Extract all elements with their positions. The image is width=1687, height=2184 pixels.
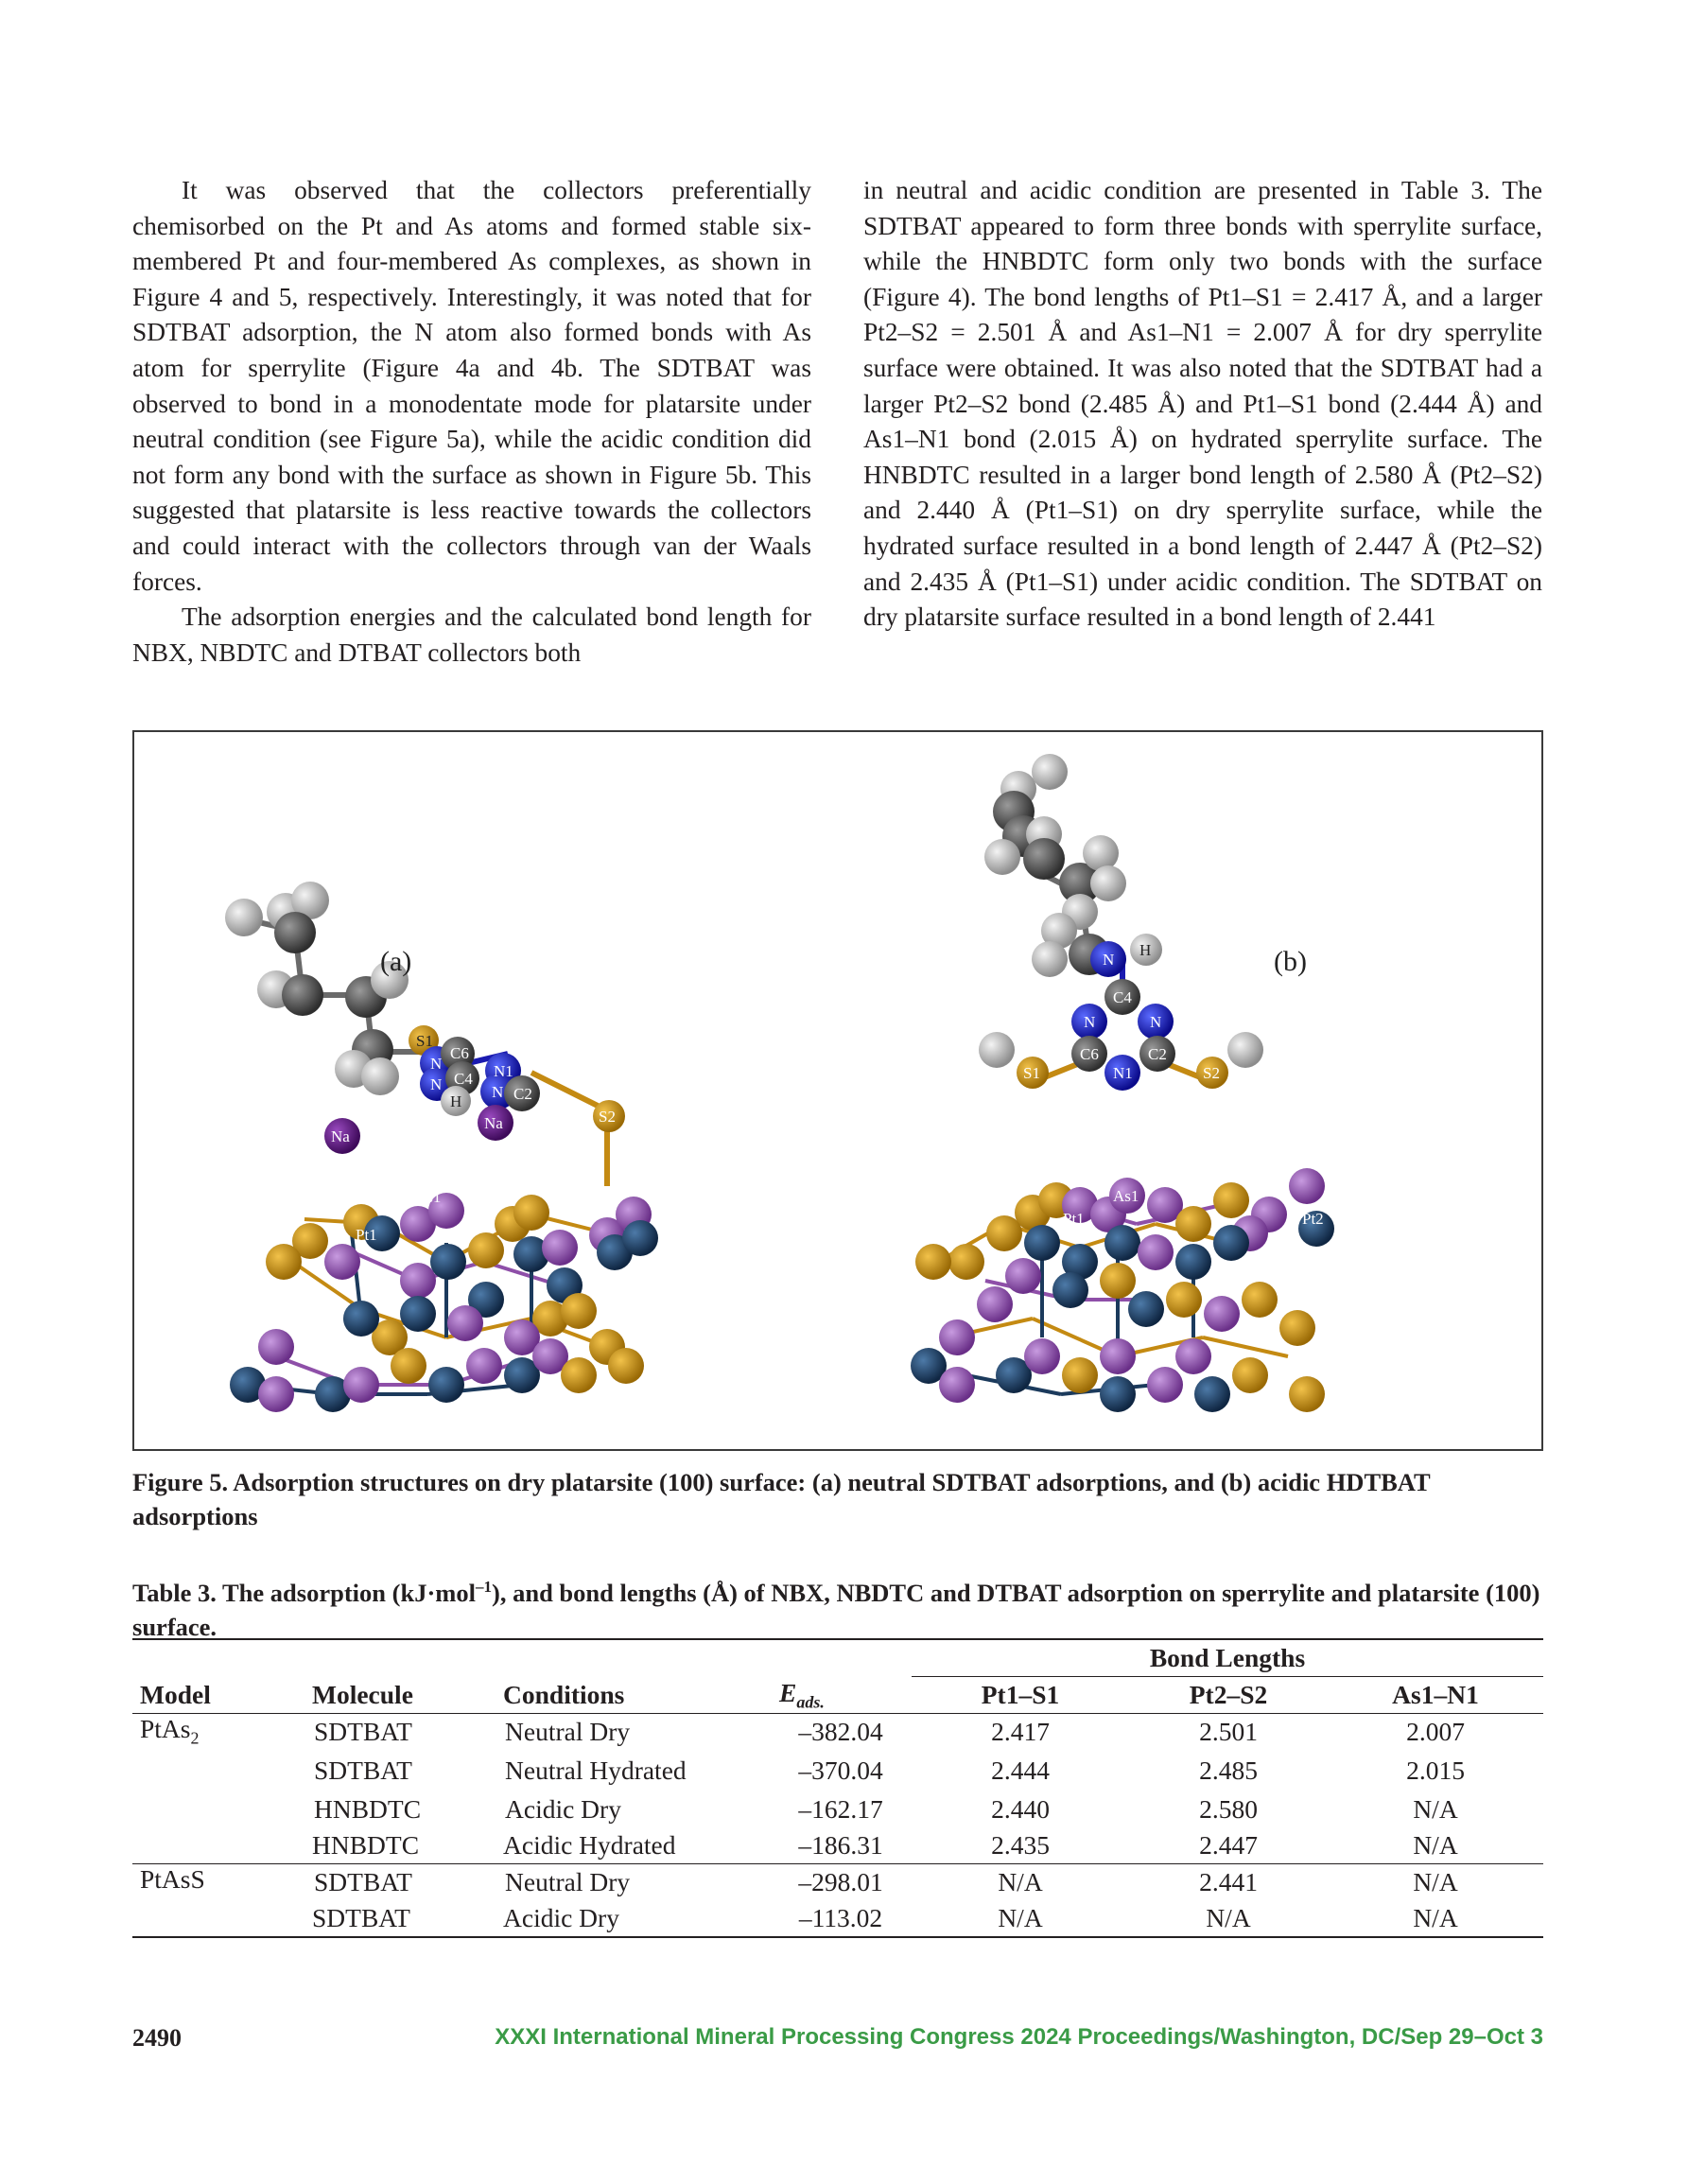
svg-text:S1: S1 xyxy=(416,1032,433,1050)
svg-text:N1: N1 xyxy=(494,1062,513,1080)
svg-text:Na: Na xyxy=(484,1114,503,1132)
figure-5 xyxy=(132,730,1543,1451)
table-3 xyxy=(132,1638,1543,1938)
paragraph: It was observed that the collectors preferentially chemisorbed on the Pt and As atoms and formed stable six-membered Pt and four-membered As complexes, as shown in Figure 4 and 5, respectively. Interestingly, it was noted that for SDTBAT adsorption, the N atom also formed bonds with As atom for sperrylite (Figure 4a and 4b. The SDTBAT was observed to bond in a monodentate mode for platarsite under neutral condition (see Figure 5a), while the acidic condition did not form any bond with the surface as shown in Figure 5b. This suggested that platarsite is less reactive towards the collectors and could interact with the collectors through van der Waals forces. xyxy=(132,176,811,596)
table-row: HNBDTC Acidic Dry –162.17 2.440 2.580 N/A xyxy=(314,1794,1458,1824)
svg-text:Pt1: Pt1 xyxy=(356,1226,377,1244)
svg-text:S1: S1 xyxy=(1023,1064,1040,1082)
svg-text:N: N xyxy=(430,1055,443,1073)
svg-text:Na: Na xyxy=(331,1127,350,1145)
svg-text:C2: C2 xyxy=(1148,1045,1167,1063)
svg-text:N: N xyxy=(1084,1013,1096,1031)
svg-text:H: H xyxy=(1139,941,1152,959)
svg-text:Pt2: Pt2 xyxy=(596,1196,617,1214)
svg-text:N: N xyxy=(1103,951,1115,969)
paragraph: in neutral and acidic condition are presented in Table 3. The SDTBAT appeared to form three bonds with sperrylite surface, while the HNBDTC form only two bonds with the surface (Figure 4). The bond lengths of Pt1–S1 = 2.417 Å, and a larger Pt2–S2 = 2.501 Å and As1–N1 = 2.007 Å for dry sperrylite surface were obtained. It was also noted that the SDTBAT had a larger Pt2–S2 bond (2.485 Å) and Pt1–S1 bond (2.444 Å) and As1–N1 bond (2.015 Å) on hydrated sperrylite surface. The HNBDTC resulted in a larger bond length of 2.580 Å (Pt2–S2) and 2.440 Å (Pt1–S1) on dry sperrylite surface, while the hydrated surface resulted in a bond length of 2.447 Å (Pt2–S2) and 2.435 Å (Pt1–S1) under acidic condition. The SDTBAT on dry platarsite surface resulted in a bond length of 2.441 xyxy=(863,176,1542,632)
svg-text:C4: C4 xyxy=(1113,988,1132,1006)
panel-b-label: (b) xyxy=(1274,946,1307,977)
svg-text:N1: N1 xyxy=(1113,1064,1133,1082)
svg-text:Pt1: Pt1 xyxy=(1063,1210,1085,1228)
molecular-structures-image xyxy=(134,732,1541,1449)
table-row: SDTBAT Acidic Dry –113.02 N/A N/A N/A xyxy=(132,1900,1543,1937)
page-number: 2490 xyxy=(132,2024,182,2052)
table-row: HNBDTC Acidic Hydrated –186.31 2.435 2.447 N/A xyxy=(312,1830,1458,1860)
svg-text:S2: S2 xyxy=(599,1108,616,1126)
table-row: SDTBAT Neutral Hydrated –370.04 2.444 2.485 2.015 xyxy=(314,1756,1465,1785)
table-caption: Table 3. The adsorption (kJ·mol$^{-1}$), and bond lengths (Å) of NBX, NBDTC and DTBAT adsorption on sperrylite and platarsite (100) surface. xyxy=(132,1578,1540,1641)
panel-b-atom-labels xyxy=(1023,941,1324,1228)
svg-text:N: N xyxy=(1150,1013,1162,1031)
table-row: PtAs$_2$ SDTBAT Neutral Dry –382.04 2.417 2.501 2.007 xyxy=(132,1714,1543,1751)
table-row: PtAsS SDTBAT Neutral Dry –298.01 N/A 2.441 N/A xyxy=(132,1864,1543,1901)
svg-text:C6: C6 xyxy=(1080,1045,1099,1063)
paragraph: The adsorption energies and the calculated bond length for NBX, NBDTC and DTBAT collectors both xyxy=(132,603,811,667)
panel-b-structure xyxy=(911,754,1334,1412)
figure-caption: Figure 5. Adsorption structures on dry platarsite (100) surface: (a) neutral SDTBAT adsorptions, and (b) acidic HDTBAT adsorptions xyxy=(132,1468,1431,1530)
svg-text:C6: C6 xyxy=(450,1044,469,1062)
group-header: Bond Lengths xyxy=(912,1639,1543,1677)
svg-text:N: N xyxy=(430,1075,443,1093)
left-column xyxy=(132,173,811,671)
footer-title: XXXI International Mineral Processing Congress 2024 Proceedings/Washington, DC/Sep 29–Oct 3 xyxy=(495,2024,1543,2050)
svg-text:As1: As1 xyxy=(1113,1187,1139,1205)
svg-text:C4: C4 xyxy=(454,1070,473,1088)
svg-text:Pt2: Pt2 xyxy=(1302,1210,1324,1228)
svg-text:N: N xyxy=(492,1083,504,1101)
panel-a-structure xyxy=(225,882,658,1412)
right-column xyxy=(863,173,1542,636)
panel-a-label: (a) xyxy=(380,946,412,977)
svg-text:S2: S2 xyxy=(1203,1064,1220,1082)
svg-text:H: H xyxy=(450,1092,462,1110)
svg-text:As1: As1 xyxy=(415,1188,442,1206)
table-header-row: Model Molecule Conditions $E_{ads.}$ Pt1–S1 Pt2–S2 As1–N1 xyxy=(140,1677,1479,1711)
svg-text:C2: C2 xyxy=(513,1085,532,1103)
